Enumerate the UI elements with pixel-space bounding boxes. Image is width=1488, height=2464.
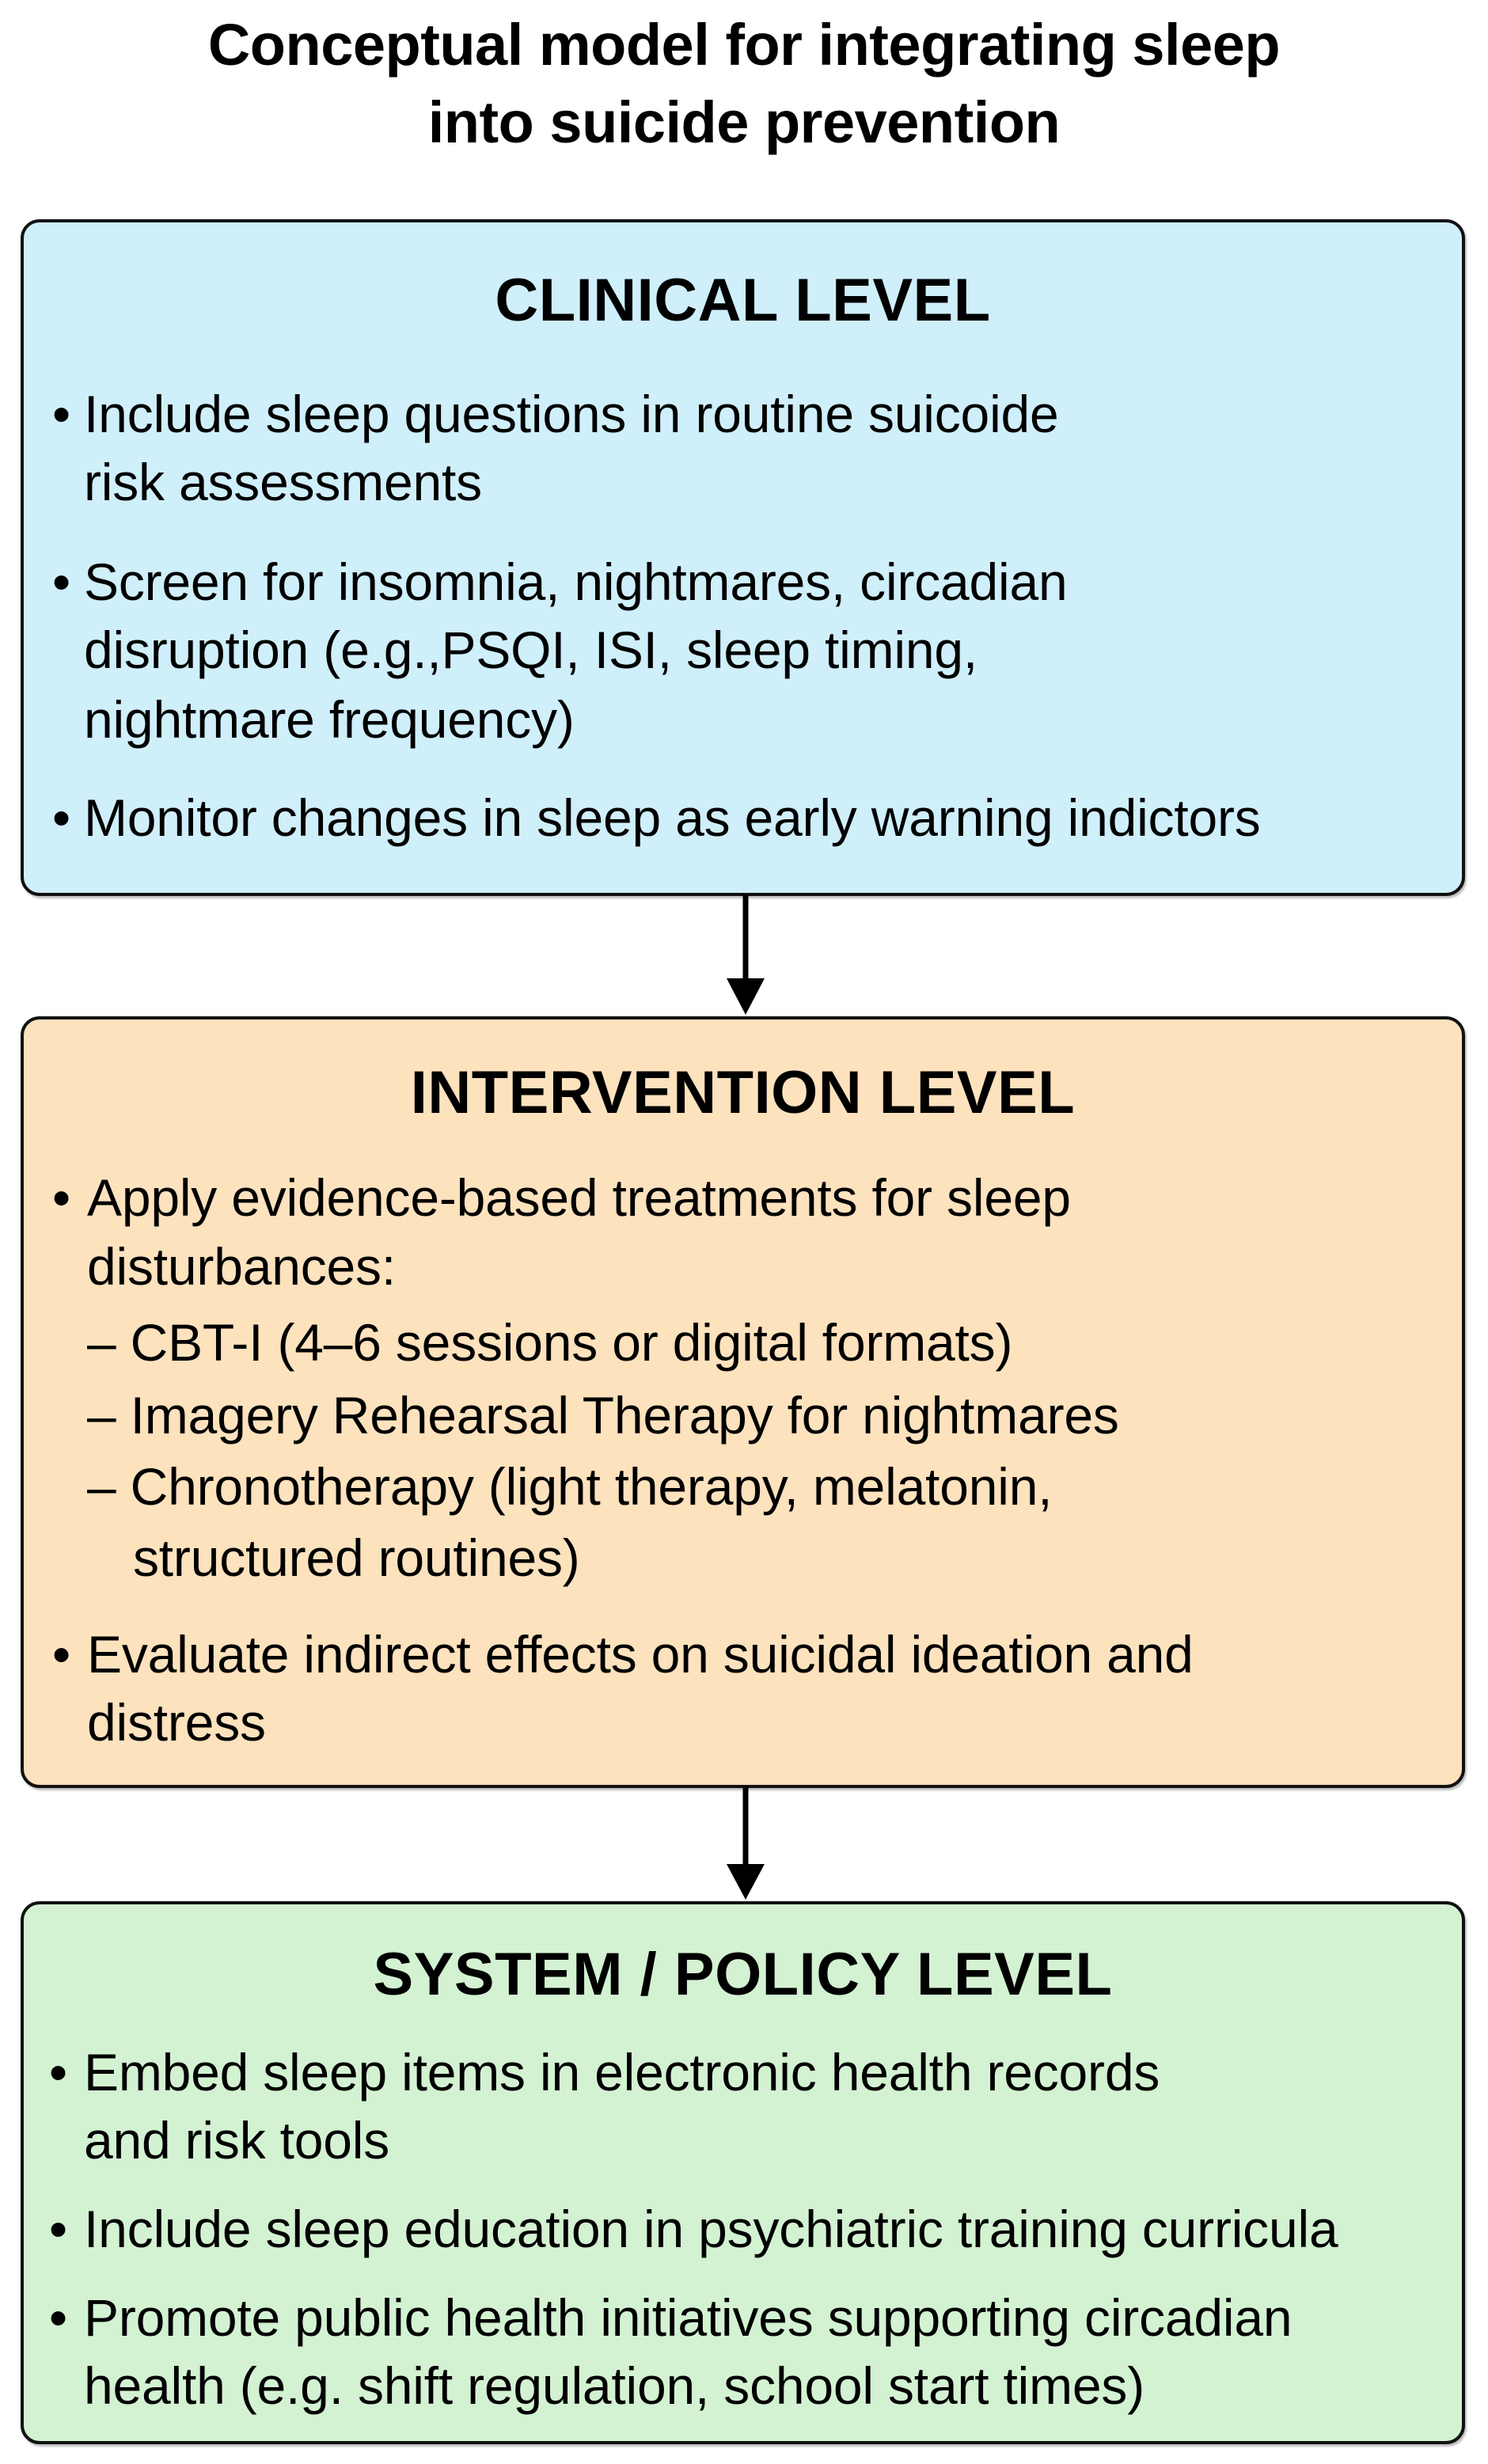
- clinical-item-2-line-1: Screen for insomnia, nightmares, circadian: [84, 552, 1068, 611]
- intervention-subitem-cbt-i: – CBT-I (4–6 sessions or digital formats): [87, 1313, 1013, 1372]
- intervention-subitem-chronotherapy-line-1: – Chronotherapy (light therapy, melatonin,: [87, 1457, 1053, 1516]
- title-line-2: into suicide prevention: [427, 89, 1061, 155]
- system-item-3-line-2: health (e.g. shift regulation, school start times): [84, 2356, 1144, 2415]
- system-item-3-line-1: Promote public health initiatives supporting circadian: [84, 2288, 1293, 2347]
- clinical-level-heading: CLINICAL LEVEL: [495, 267, 991, 334]
- system-item-1-line-1: Embed sleep items in electronic health records: [84, 2043, 1160, 2101]
- arrow-down-icon: [727, 1786, 765, 1902]
- intervention-subitem-imagery-rehearsal: – Imagery Rehearsal Therapy for nightmares: [87, 1386, 1119, 1445]
- intervention-level-box: [21, 1016, 1465, 1788]
- diagram-title: [0, 6, 1488, 161]
- intervention-subitem-chronotherapy-line-2: structured routines): [133, 1528, 580, 1587]
- clinical-item-1-line-2: risk assessments: [84, 453, 482, 511]
- clinical-item-1-line-1: Include sleep questions in routine suicoide: [84, 385, 1059, 443]
- intervention-item-1-line-1: Apply evidence-based treatments for sleep: [87, 1168, 1071, 1227]
- bullet-icon: •: [52, 1625, 71, 1684]
- clinical-item-2-line-3: nightmare frequency): [84, 690, 575, 749]
- intervention-item-1-line-2: disturbances:: [87, 1237, 396, 1296]
- arrow-down-icon: [727, 894, 765, 1016]
- title-line-1: Conceptual model for integrating sleep: [207, 12, 1281, 78]
- bullet-icon: •: [52, 788, 71, 847]
- bullet-icon: •: [49, 2043, 68, 2101]
- intervention-item-2-line-1: Evaluate indirect effects on suicidal ideation and: [87, 1625, 1194, 1684]
- clinical-item-2-line-2: disruption (e.g.,PSQI, ISI, sleep timing,: [84, 621, 977, 679]
- bullet-icon: •: [49, 2200, 68, 2258]
- bullet-icon: •: [49, 2288, 68, 2347]
- system-item-1-line-2: and risk tools: [84, 2111, 390, 2170]
- intervention-item-2-line-2: distress: [87, 1693, 266, 1752]
- intervention-level-heading: INTERVENTION LEVEL: [410, 1059, 1076, 1126]
- clinical-level-box: [21, 219, 1465, 896]
- system-item-2-line-1: Include sleep education in psychiatric training curricula: [84, 2200, 1338, 2258]
- system-policy-level-heading: SYSTEM / POLICY LEVEL: [373, 1941, 1113, 2008]
- bullet-icon: •: [52, 385, 71, 443]
- system-policy-level-box: [21, 1901, 1465, 2444]
- bullet-icon: •: [52, 552, 71, 611]
- clinical-item-3-line-1: Monitor changes in sleep as early warning indictors: [84, 788, 1261, 847]
- bullet-icon: •: [52, 1168, 71, 1227]
